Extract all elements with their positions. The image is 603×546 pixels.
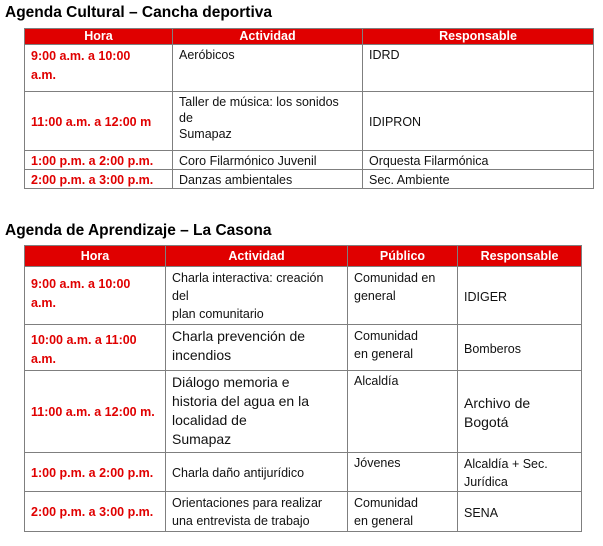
cell-actividad: Coro Filarmónico Juvenil	[173, 151, 363, 170]
section-title-aprendizaje: Agenda de Aprendizaje – La Casona	[5, 222, 272, 239]
cell-actividad: Charla interactiva: creación del plan comunitario	[166, 267, 348, 325]
cell-actividad: Taller de música: los sonidos de Sumapaz	[173, 92, 363, 151]
cell-hora: 10:00 a.m. a 11:00 a.m.	[25, 325, 166, 371]
cell-hora: 1:00 p.m. a 2:00 p.m.	[25, 453, 166, 492]
cell-responsable: IDIPRON	[363, 92, 594, 151]
cell-responsable: Alcaldía + Sec. Jurídica	[458, 453, 582, 492]
cell-actividad: Danzas ambientales	[173, 170, 363, 189]
column-header-publico: Público	[348, 246, 458, 267]
column-header-hora: Hora	[25, 29, 173, 45]
cell-publico: Comunidad en general	[348, 492, 458, 532]
cell-publico: Comunidad en general	[348, 267, 458, 325]
table-header-row	[25, 29, 594, 45]
cell-responsable: Orquesta Filarmónica	[363, 151, 594, 170]
table-row	[25, 371, 582, 453]
table-row	[25, 267, 582, 325]
cell-actividad: Orientaciones para realizar una entrevista de trabajo	[166, 492, 348, 532]
agenda-aprendizaje-table	[24, 245, 582, 532]
cell-hora: 1:00 p.m. a 2:00 p.m.	[25, 151, 173, 170]
column-header-hora: Hora	[25, 246, 166, 267]
cell-hora: 2:00 p.m. a 3:00 p.m.	[25, 170, 173, 189]
column-header-responsable: Responsable	[363, 29, 594, 45]
cell-hora: 2:00 p.m. a 3:00 p.m.	[25, 492, 166, 532]
cell-responsable: IDIGER	[458, 267, 582, 325]
agenda-cultural-table	[24, 28, 594, 189]
table-header-row	[25, 246, 582, 267]
cell-responsable: Sec. Ambiente	[363, 170, 594, 189]
column-header-responsable: Responsable	[458, 246, 582, 267]
cell-responsable: Bomberos	[458, 325, 582, 371]
section-title-cultural: Agenda Cultural – Cancha deportiva	[5, 4, 272, 21]
cell-hora: 11:00 a.m. a 12:00 m	[25, 92, 173, 151]
cell-responsable: Archivo de Bogotá	[458, 371, 582, 453]
cell-responsable: SENA	[458, 492, 582, 532]
cell-publico: Alcaldía	[348, 371, 458, 453]
cell-hora: 9:00 a.m. a 10:00 a.m.	[25, 267, 166, 325]
table-row	[25, 151, 594, 170]
table-row	[25, 45, 594, 92]
table-row	[25, 492, 582, 532]
cell-publico: Comunidad en general	[348, 325, 458, 371]
cell-actividad: Diálogo memoria e historia del agua en la localidad de Sumapaz	[166, 371, 348, 453]
table-row	[25, 170, 594, 189]
column-header-actividad: Actividad	[173, 29, 363, 45]
cell-actividad: Aeróbicos	[173, 45, 363, 92]
cell-publico: Jóvenes	[348, 453, 458, 492]
table-row	[25, 92, 594, 151]
table-row	[25, 325, 582, 371]
table-row	[25, 453, 582, 492]
cell-responsable: IDRD	[363, 45, 594, 92]
cell-hora: 9:00 a.m. a 10:00 a.m.	[25, 45, 173, 92]
cell-actividad: Charla daño antijurídico	[166, 453, 348, 492]
cell-actividad: Charla prevención de incendios	[166, 325, 348, 371]
cell-hora: 11:00 a.m. a 12:00 m.	[25, 371, 166, 453]
column-header-actividad: Actividad	[166, 246, 348, 267]
